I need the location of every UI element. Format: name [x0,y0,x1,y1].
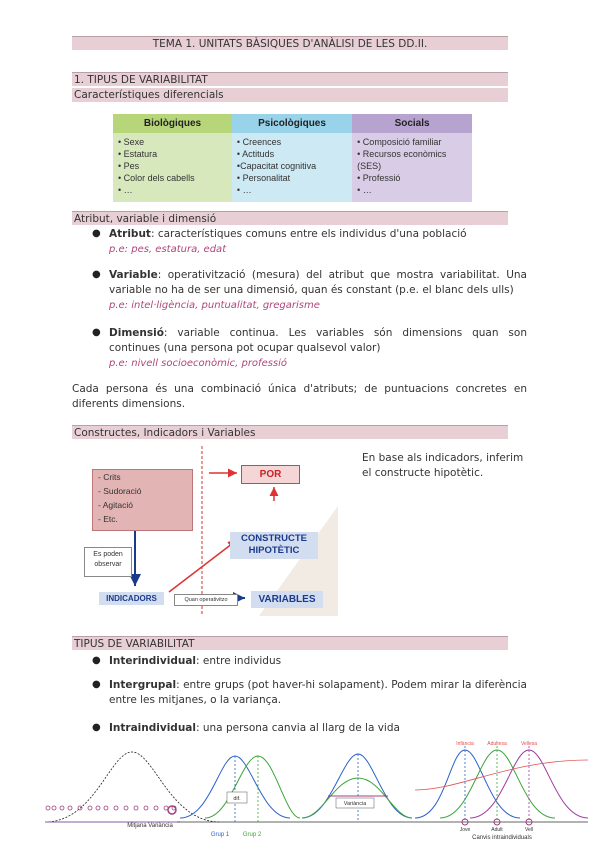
stage1-curve [415,750,520,818]
bullet-icon: ● [92,228,101,239]
combination-paragraph: Cada persona és una combinació única d'atributs; de puntuacions concretes en diferents dimensions. [72,383,527,410]
list-item: • Pes [118,161,140,171]
bullet-icon: ● [92,679,101,690]
dimension-text: : variable continua. Les variables són dimensions quan son continues (una persona pot ocupar qualsevol valor) [109,327,527,354]
attribute-definition [109,227,527,257]
table-header-social: Socials [352,114,472,133]
stage3-bottom-label: Vell [524,827,534,833]
table-header-biological: Biològiques [113,114,232,133]
characteristics-table [113,114,472,202]
bullet-icon: ● [92,655,101,666]
figure-variance [300,754,415,822]
term-intergroup: Intergrupal [109,679,177,691]
construct-inference-text: En base als indicadors, inferim el constructe hipotètic. [362,452,524,479]
indicators-box: INDICADORS [99,592,164,605]
table-header-psychological: Psicològiques [232,114,352,133]
list-item: - Sudoració [98,486,142,496]
table-cell-biological [113,133,232,202]
term-variable: Variable [109,269,158,281]
dimension-example: p.e: nivell socioeconòmic, professió [109,358,288,369]
list-item: • Personalitat [236,173,291,183]
variable-example: p.e: intel·ligència, puntualitat, gregarisme [109,300,320,311]
section-heading-attribute: Atribut, variable i dimensió [72,211,508,225]
intraindividual-item [109,721,527,736]
stage3-top-label: Vellesa [520,741,538,747]
figure-interindividual [45,752,220,822]
list-item: • Recursos econòmics (SES) [357,149,447,171]
trajectory-curve [415,760,588,790]
table-cell-social [352,133,472,202]
arrow-indicators-to-construct [169,540,237,592]
list-item: • Estatura [118,149,158,159]
intraindividual-text: : una persona canvia al llarg de la vida [195,722,400,734]
list-item: - Etc. [98,514,118,524]
list-item: • … [357,185,372,195]
section-heading-constructs: Constructes, Indicadors i Variables [72,425,508,439]
term-intraindividual: Intraindividual [109,722,196,734]
intergroup-text: : entre grups (pot haver-hi solapament). Podem mirar la diferència entre les mitjanes, o la variança. [109,679,527,706]
subheading-differential-characteristics: Característiques diferencials [72,88,508,102]
list-item: • Composició familiar [357,137,442,147]
variable-text: : operativització (mesura) del atribut que mostra variabilitat. Una variable no ha de ser una dimensió, quan és constant (p.e. el blanc dels ulls) [109,269,527,296]
list-item: • Actituds [236,149,275,159]
stage2-bottom-label: Adult [491,827,503,833]
mean-variance-label: Mitjana Variància [127,823,173,829]
operationalize-box: Quan operativitzo [174,594,238,606]
list-item: • Color dels cabells [118,173,195,183]
intraindividual-caption: Canvis intraindividuals [472,835,532,840]
stage1-top-label: Infància [456,741,474,747]
construct-box: CONSTRUCTE HIPOTÈTIC [230,532,318,559]
list-item: •Capacitat cognitiva [236,161,317,171]
list-item: • … [118,185,133,195]
dimension-definition [109,326,527,371]
bullet-icon: ● [92,722,101,733]
bullet-icon: ● [92,327,101,338]
table-cell-psychological [232,133,352,202]
variance-label: Variància [343,801,367,807]
section-heading-variability: 1. TIPUS DE VARIABILITAT [72,72,508,86]
interindividual-text: : entre individus [196,655,282,667]
group2-curve [205,756,300,818]
page-title: TEMA 1. UNITATS BÀSIQUES D'ANÀLISI DE LES DD.II. [72,36,508,50]
stage2-top-label: Adultesa [487,741,507,747]
bullet-icon: ● [92,269,101,280]
list-item: • … [236,185,252,195]
list-item: - Agitació [98,500,133,510]
attribute-example: p.e: pes, estatura, edat [109,244,227,255]
intergroup-item [109,678,527,708]
term-interindividual: Interindividual [109,655,197,667]
indicators-list-box [92,469,193,531]
group1-label: Grup 1 [210,832,230,838]
section-heading-types: TIPUS DE VARIABILITAT [72,636,508,650]
attribute-text: : característiques comuns entre els individus d'una població [150,228,467,240]
observe-box: Es poden observar [84,547,132,577]
por-box: POR [241,465,300,484]
difference-label: dif. [233,796,241,802]
individual-points [46,806,176,810]
variables-box: VARIABLES [251,591,323,608]
term-attribute: Atribut [109,228,151,240]
variable-definition [109,268,527,313]
figure-intergroup [177,756,300,838]
constructs-diagram [79,446,338,616]
list-item: • Sexe [118,137,145,147]
list-item: - Crits [98,472,121,482]
group2-label: Grup 2 [242,832,262,838]
list-item: • Creences [236,137,282,147]
normal-curve [45,752,220,822]
stage2-curve [440,750,555,818]
list-item: • Professió [357,173,401,183]
term-dimension: Dimensió [109,327,164,339]
interindividual-item [109,654,527,669]
stage1-bottom-label: Jove [459,827,471,833]
figure-intraindividual [415,741,588,840]
